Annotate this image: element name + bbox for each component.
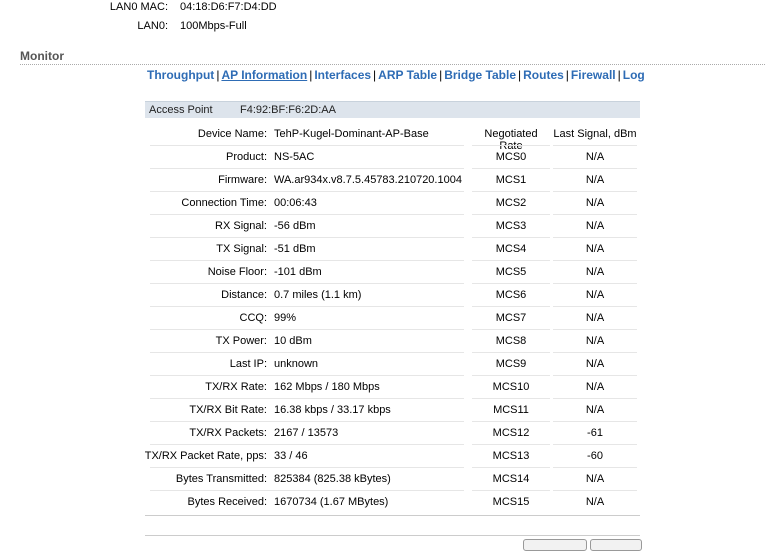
info-label: TX Signal: <box>216 243 267 255</box>
footer-divider <box>145 535 640 536</box>
info-row <box>0 147 778 170</box>
signal-cell: N/A <box>585 496 605 508</box>
info-value: 1670734 (1.67 MBytes) <box>274 496 389 508</box>
rate-cell: MCS10 <box>492 381 530 393</box>
info-label: Bytes Transmitted: <box>175 473 267 485</box>
rate-cell: MCS1 <box>495 174 527 186</box>
info-row <box>0 446 778 469</box>
nav-separator: | <box>309 68 313 82</box>
signal-cell: N/A <box>585 404 605 416</box>
device-name-row <box>0 124 778 152</box>
access-point-bar <box>145 101 640 118</box>
info-row <box>0 239 778 262</box>
tab-arp-table[interactable]: ARP Table <box>378 68 438 82</box>
rate-cell: MCS2 <box>495 197 527 209</box>
info-value: 99% <box>274 312 297 324</box>
info-label: Firmware: <box>218 174 267 186</box>
nav-separator: | <box>565 68 569 82</box>
signal-cell: N/A <box>585 266 605 278</box>
rate-cell: MCS13 <box>492 450 530 462</box>
lan-mac-label: LAN0 MAC: <box>109 1 168 13</box>
info-value: 00:06:43 <box>274 197 317 209</box>
tab-log[interactable]: Log <box>622 68 645 82</box>
info-value: 10 dBm <box>274 335 312 347</box>
device-name-value: TehP-Kugel-Dominant-AP-Base <box>274 128 429 140</box>
info-label: CCQ: <box>239 312 267 324</box>
rate-cell: MCS8 <box>495 335 527 347</box>
info-label: Noise Floor: <box>207 266 267 278</box>
signal-cell: N/A <box>585 151 605 163</box>
info-label: RX Signal: <box>215 220 267 232</box>
info-label: TX/RX Rate: <box>205 381 267 393</box>
signal-cell: N/A <box>585 197 605 209</box>
rate-cell: MCS15 <box>492 496 530 508</box>
rate-cell: MCS0 <box>495 151 527 163</box>
tab-routes[interactable]: Routes <box>523 68 564 82</box>
info-value: -56 dBm <box>274 220 316 232</box>
info-row <box>0 170 778 193</box>
rate-cell: MCS5 <box>495 266 527 278</box>
tab-bridge-table[interactable]: Bridge Table <box>444 68 516 82</box>
info-label: TX Power: <box>215 335 267 347</box>
info-value: 33 / 46 <box>274 450 308 462</box>
rate-cell: MCS7 <box>495 312 527 324</box>
info-label: Connection Time: <box>181 197 267 209</box>
rate-cell: MCS4 <box>495 243 527 255</box>
signal-cell: -60 <box>587 450 603 462</box>
info-value: 16.38 kbps / 33.17 kbps <box>274 404 391 416</box>
info-label: Product: <box>226 151 267 163</box>
info-row <box>0 193 778 216</box>
nav-separator: | <box>373 68 377 82</box>
rate-cell: MCS12 <box>492 427 530 439</box>
last-signal-header: Last Signal, dBm <box>553 128 637 140</box>
tab-ap-information[interactable]: AP Information <box>221 68 308 82</box>
rate-cell: MCS9 <box>495 358 527 370</box>
info-row <box>0 423 778 446</box>
monitor-title: Monitor <box>20 49 64 63</box>
negotiated-rate-header: Negotiated Rate <box>484 128 538 152</box>
lan-speed-label: LAN0: <box>137 20 168 32</box>
info-label: TX/RX Bit Rate: <box>189 404 267 416</box>
info-label: Distance: <box>221 289 267 301</box>
tab-interfaces[interactable]: Interfaces <box>314 68 372 82</box>
info-value: -51 dBm <box>274 243 316 255</box>
nav-separator: | <box>439 68 443 82</box>
info-value: 825384 (825.38 kBytes) <box>274 473 391 485</box>
signal-cell: N/A <box>585 243 605 255</box>
signal-cell: -61 <box>587 427 603 439</box>
tab-firewall[interactable]: Firewall <box>570 68 616 82</box>
rate-cell: MCS3 <box>495 220 527 232</box>
signal-cell: N/A <box>585 381 605 393</box>
info-row <box>0 377 778 400</box>
info-row <box>0 285 778 308</box>
info-row <box>0 331 778 354</box>
device-name-label: Device Name: <box>197 128 267 140</box>
signal-cell: N/A <box>585 335 605 347</box>
info-row <box>0 354 778 377</box>
info-value: unknown <box>274 358 319 370</box>
signal-cell: N/A <box>585 220 605 232</box>
signal-cell: N/A <box>585 358 605 370</box>
info-label: Bytes Received: <box>187 496 267 508</box>
info-label: TX/RX Packet Rate, pps: <box>144 450 267 462</box>
info-value: 0.7 miles (1.1 km) <box>274 289 362 301</box>
access-point-mac: F4:92:BF:F6:2D:AA <box>240 104 336 116</box>
info-value: 162 Mbps / 180 Mbps <box>274 381 380 393</box>
info-value: WA.ar934x.v8.7.5.45783.210720.1004 <box>274 174 462 186</box>
monitor-divider <box>20 64 765 65</box>
info-row <box>0 308 778 331</box>
info-row <box>0 262 778 285</box>
info-label: Last IP: <box>229 358 267 370</box>
signal-cell: N/A <box>585 289 605 301</box>
nav-separator: | <box>518 68 522 82</box>
signal-cell: N/A <box>585 312 605 324</box>
signal-cell: N/A <box>585 473 605 485</box>
nav-separator: | <box>617 68 621 82</box>
signal-cell: N/A <box>585 174 605 186</box>
info-label: TX/RX Packets: <box>189 427 267 439</box>
info-value: NS-5AC <box>274 151 315 163</box>
tab-throughput[interactable]: Throughput <box>147 68 215 82</box>
footer-button[interactable] <box>523 539 587 551</box>
rate-cell: MCS6 <box>495 289 527 301</box>
nav-separator: | <box>216 68 220 82</box>
access-point-label: Access Point <box>149 104 213 116</box>
info-value: 2167 / 13573 <box>274 427 339 439</box>
lan-mac-value: 04:18:D6:F7:D4:DD <box>180 1 277 13</box>
lan-speed-value: 100Mbps-Full <box>180 20 247 32</box>
info-row <box>0 400 778 423</box>
rate-cell: MCS11 <box>493 404 529 416</box>
info-row <box>0 469 778 492</box>
table-bottom-border <box>145 515 640 516</box>
info-row <box>0 216 778 239</box>
monitor-nav <box>147 68 645 82</box>
rate-cell: MCS14 <box>492 473 530 485</box>
info-value: -101 dBm <box>274 266 322 278</box>
info-row <box>0 492 778 515</box>
footer-button[interactable] <box>590 539 642 551</box>
